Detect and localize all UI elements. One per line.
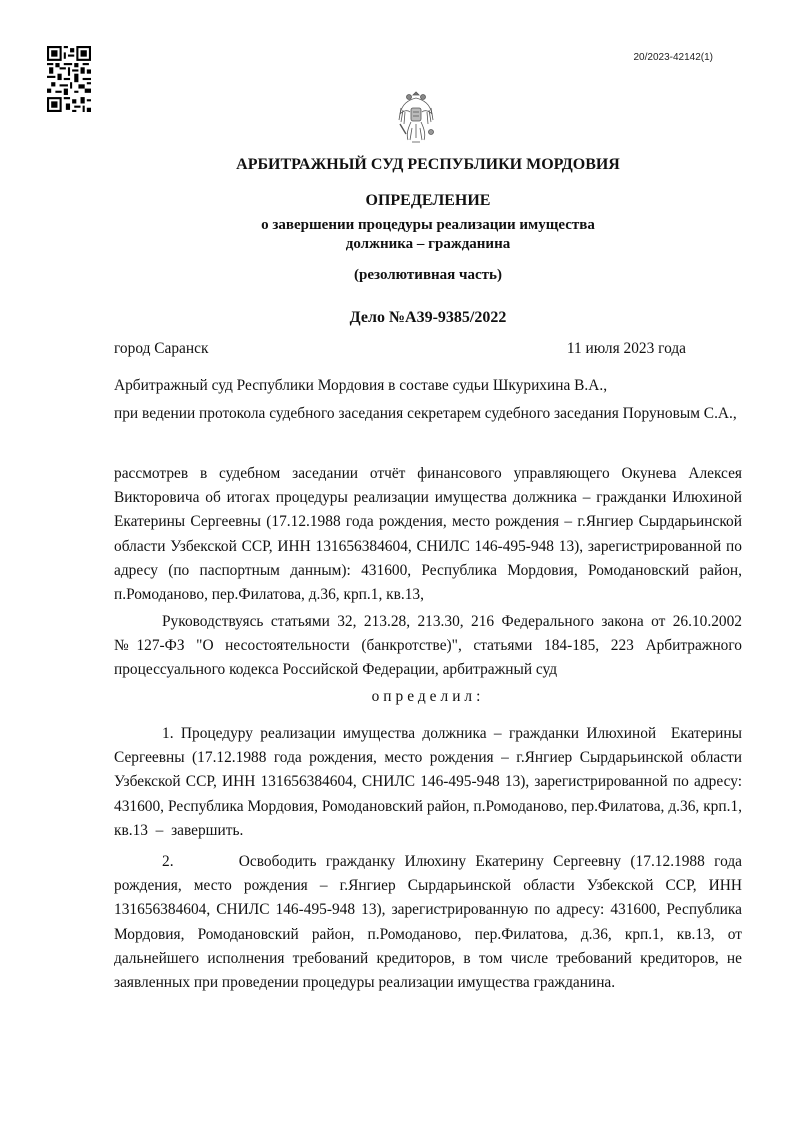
date: 11 июля 2023 года — [566, 340, 686, 357]
decided-heading: определил: — [371, 688, 485, 705]
coat-of-arms-icon — [398, 88, 434, 150]
resolution-part-label: (резолютивная часть) — [354, 267, 502, 283]
document-subtitle — [0, 216, 800, 254]
court-composition-paragraph: Арбитражный суд Республики Мордовия в составе судьи Шкурихина В.А., — [114, 377, 608, 394]
court-name-heading: АРБИТРАЖНЫЙ СУД РЕСПУБЛИКИ МОРДОВИЯ — [236, 156, 620, 173]
place-date-row — [114, 340, 686, 358]
place: город Саранск — [114, 340, 209, 357]
case-number: Дело №А39-9385/2022 — [349, 309, 507, 326]
considered-paragraph: рассмотрев в судебном заседании отчёт финансового управляющего Окунева Алексея Викторовича об итогах процедуры реализации имущества должника – гражданки Илюхиной Екатерины Сергеевны (17.12.1988 года рождения, место рождения – г.Янгиер Сырдарьинской области Узбекской ССР, ИНН 131656384604, СНИЛС 146-495-948 13), зарегистрированной по адресу (по паспортным данным): 431600, Республика Мордовия, Ромодановский район, п.Ромоданово, пер.Филатова, д.36, крп.1, кв.13, — [114, 465, 742, 604]
ruling-item-1: 1. Процедуру реализации имущества должника – гражданки Илюхиной Екатерины Сергеевны (17.12.1988 года рождения, место рождения – г.Янгиер Сырдарьинской области Узбекской ССР, ИНН 131656384604, СНИЛС 146-495-948 13), зарегистрированной по адресу: 431600, Республика Мордовия, Ромодановский район, п.Ромоданово, пер.Филатова, д.36, крп.1, кв.13 – завершить. — [114, 725, 746, 839]
subtitle-line-2: должника – гражданина — [345, 236, 511, 252]
ruling-item-2: 2. Освободить гражданку Илюхину Екатерину Сергеевну (17.12.1988 года рождения, место рождения – г.Янгиер Сырдарьинской области Узбекской ССР, ИНН 131656384604, СНИЛС 146-495-948 13), зарегистрированную по адресу: 431600, Республика Мордовия, Ромодановский район, п.Ромоданово, пер.Филатова, д.36, крп.1, кв.13, от дальнейшего исполнения требований кредиторов, в том числе требований кредиторов, не заявленных при проведении процедуры реализации имущества гражданина. — [114, 853, 746, 992]
qr-code-icon — [47, 46, 91, 112]
protocol-paragraph: при ведении протокола судебного заседания секретарем судебного заседания Поруновым С.А., — [114, 405, 737, 422]
document-type-heading: ОПРЕДЕЛЕНИЕ — [365, 192, 491, 209]
document-number: 20/2023-42142(1) — [633, 52, 713, 63]
subtitle-line-1: о завершении процедуры реализации имущества — [261, 217, 595, 233]
guided-paragraph: Руководствуясь статьями 32, 213.28, 213.30, 216 Федерального закона от 26.10.2002 №127-ФЗ "О несостоятельности (банкротстве)", статьями 184-185, 223 Арбитражного процессуального кодекса Российской Федерации, арбитражный суд — [114, 613, 742, 679]
